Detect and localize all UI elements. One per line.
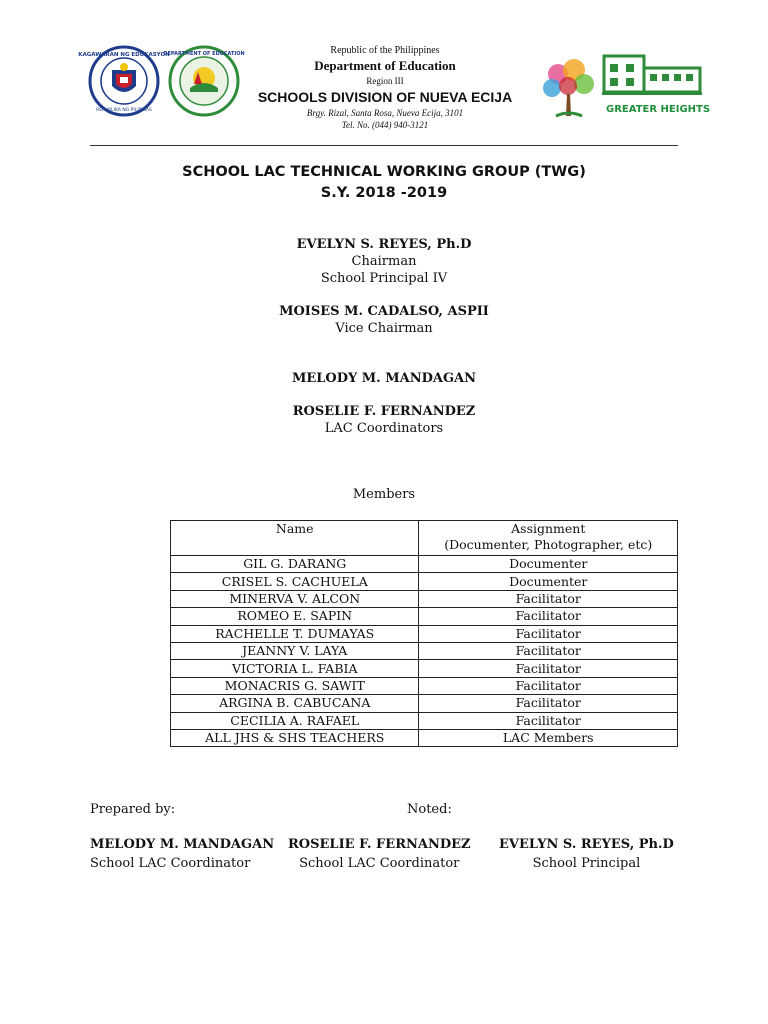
coordinators-role: LAC Coordinators <box>324 421 444 436</box>
vice-chairman-name: MOISES M. CADALSO, ASPII <box>279 304 489 319</box>
vice-chairman-role: Vice Chairman <box>335 321 433 336</box>
seal-left-bottom-text: REPUBLIKA NG PILIPINAS <box>96 108 152 113</box>
chairman-block <box>0 236 768 287</box>
member-assignment: Documenter <box>419 573 678 590</box>
school-building-logo <box>600 50 711 126</box>
address-line: Brgy. Rizal, Santa Rosa, Nueva Ecija, 3101 <box>306 108 464 118</box>
members-label: Members <box>352 487 416 502</box>
member-name: VICTORIA L. FABIA <box>171 660 419 677</box>
signatory-2 <box>288 835 471 873</box>
school-year: S.Y. 2018 -2019 <box>320 185 448 201</box>
department-line: Department of Education <box>314 58 456 73</box>
signatory-1 <box>90 835 274 873</box>
table-row <box>171 573 678 590</box>
assignment-header-label: Assignment <box>511 521 586 536</box>
greater-heights-text: GREATER HEIGHTS <box>606 104 711 115</box>
member-name: CECILIA A. RAFAEL <box>171 712 419 729</box>
division-line: SCHOOLS DIVISION OF NUEVA ECIJA <box>257 89 513 105</box>
prepared-by-label: Prepared by: <box>90 802 176 817</box>
table-row <box>171 712 678 729</box>
signatory-1-name: MELODY M. MANDAGAN <box>90 837 275 852</box>
member-name: ALL JHS & SHS TEACHERS <box>171 729 419 746</box>
member-name: CRISEL S. CACHUELA <box>171 573 419 590</box>
signatory-3-title: School Principal <box>532 856 641 871</box>
member-assignment: Facilitator <box>419 642 678 659</box>
assignment-column-header <box>419 521 678 556</box>
coordinator-2-block <box>0 403 768 437</box>
signatory-2-title: School LAC Coordinator <box>299 856 460 871</box>
member-assignment: Documenter <box>419 556 678 573</box>
member-name: JEANNY V. LAYA <box>171 642 419 659</box>
vice-chairman-block <box>0 303 768 337</box>
table-row <box>171 608 678 625</box>
table-row <box>171 677 678 694</box>
letterhead <box>220 44 550 131</box>
member-assignment: Facilitator <box>419 660 678 677</box>
seal-right-text: DEPARTMENT OF EDUCATION <box>163 51 245 57</box>
table-row <box>171 660 678 677</box>
member-assignment: Facilitator <box>419 608 678 625</box>
tree-logo <box>536 54 602 124</box>
seal-left-text: KAGAWARAN NG EDUKASYON <box>78 52 170 58</box>
coordinator-1-name: MELODY M. MANDAGAN <box>291 371 477 386</box>
region-line: Region III <box>366 76 404 86</box>
member-name: MONACRIS G. SAWIT <box>171 677 419 694</box>
member-assignment: LAC Members <box>419 729 678 746</box>
chairman-position: School Principal IV <box>320 271 448 286</box>
chairman-role: Chairman <box>351 254 417 269</box>
table-row <box>171 695 678 712</box>
members-table <box>170 520 678 747</box>
signatory-3-name: EVELYN S. REYES, Ph.D <box>499 837 674 852</box>
signatory-2-name: ROSELIE F. FERNANDEZ <box>288 837 471 852</box>
member-assignment: Facilitator <box>419 677 678 694</box>
deped-seal-logo <box>78 44 170 118</box>
coordinator-1-block <box>0 370 768 387</box>
member-name: ROMEO E. SAPIN <box>171 608 419 625</box>
member-name: ARGINA B. CABUCANA <box>171 695 419 712</box>
member-assignment: Facilitator <box>419 590 678 607</box>
name-column-header: Name <box>171 521 419 556</box>
table-row <box>171 625 678 642</box>
noted-label: Noted: <box>407 802 452 817</box>
table-row <box>171 729 678 746</box>
assignment-header-note: (Documenter, Photographer, etc) <box>444 537 653 552</box>
signatory-3 <box>499 835 674 873</box>
table-row <box>171 556 678 573</box>
header-divider <box>90 145 678 146</box>
republic-line: Republic of the Philippines <box>330 45 440 56</box>
chairman-name: EVELYN S. REYES, Ph.D <box>296 237 472 252</box>
member-assignment: Facilitator <box>419 695 678 712</box>
table-row <box>171 590 678 607</box>
member-name: MINERVA V. ALCON <box>171 590 419 607</box>
member-name: RACHELLE T. DUMAYAS <box>171 625 419 642</box>
coordinator-2-name: ROSELIE F. FERNANDEZ <box>292 404 476 419</box>
member-name: GIL G. DARANG <box>171 556 419 573</box>
tel-line: Tel. No. (044) 940-3121 <box>341 120 429 130</box>
table-header-row <box>171 521 678 556</box>
document-title: SCHOOL LAC TECHNICAL WORKING GROUP (TWG) <box>182 164 586 180</box>
signatory-1-title: School LAC Coordinator <box>90 856 251 871</box>
member-assignment: Facilitator <box>419 712 678 729</box>
member-assignment: Facilitator <box>419 625 678 642</box>
table-row <box>171 642 678 659</box>
